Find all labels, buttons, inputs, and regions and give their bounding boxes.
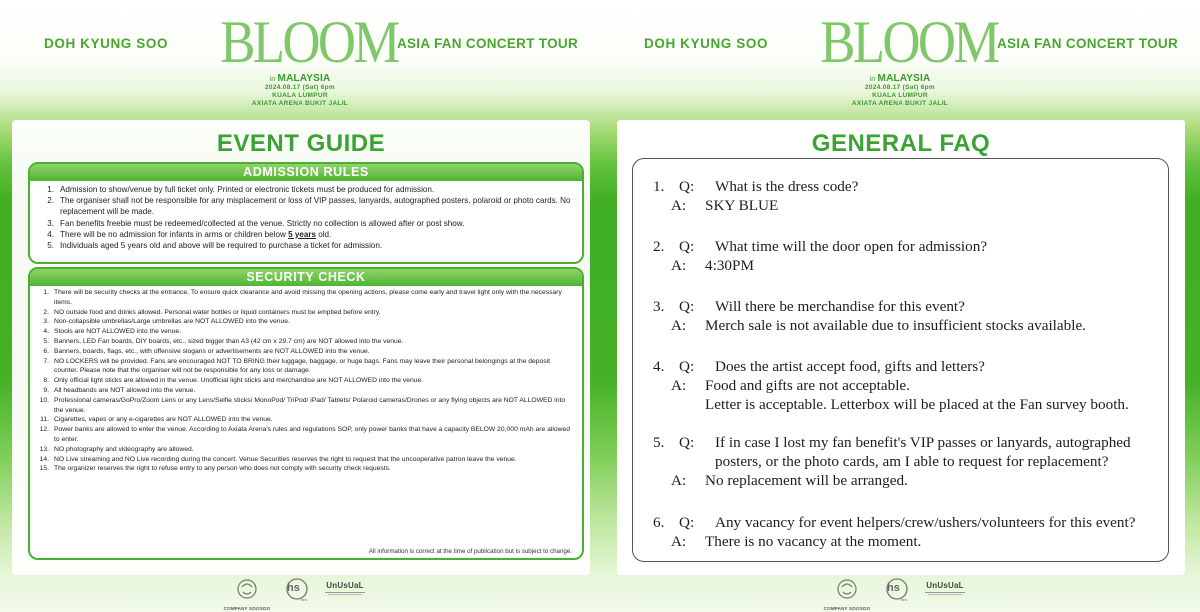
faq-number: 5. — [653, 434, 665, 451]
city-line — [840, 73, 960, 84]
question-text: What time will the door open for admission? — [715, 238, 988, 255]
question-label: Q: — [679, 434, 695, 451]
company-soosoo-logo: COMPANY SOOSOO — [822, 577, 872, 611]
faq-item — [653, 513, 1158, 551]
event-guide-title: EVENT GUIDE — [216, 130, 386, 157]
question-text: If in case I lost my fan benefit's VIP passes or lanyards, autographed — [715, 434, 1131, 451]
answer-text: No replacement will be arranged. — [705, 472, 908, 489]
event-guide-card — [12, 120, 590, 575]
list-item: 2. NO outside food and drinks allowed. Personal water bottles or liquid containers must be emptied before entry. — [43, 308, 381, 316]
city-prefix: in — [269, 76, 278, 83]
list-item: 3. Fan benefits freebie must be redeemed/collected at the venue. Strictly no collection is allowed after or post show. — [47, 218, 465, 228]
bloom-logo: BLOOM — [220, 9, 398, 75]
question-label: Q: — [679, 238, 695, 255]
list-item: 4. Stools are NOT ALLOWED into the venue. — [43, 328, 182, 336]
faq-item — [653, 237, 1158, 275]
list-item: 15. The organizer reserves the right to refuse entry to any person who does not comply with security check requests. — [39, 465, 391, 473]
list-item: 1. Admission to show/venue by full ticket only. Printed or electronic tickets must be produced for admission. — [47, 185, 435, 194]
answer-text: Letter is acceptable. Letterbox will be placed at the Fan survey booth. — [705, 396, 1129, 413]
list-item: 13. NO photography and videography are allowed. — [39, 445, 194, 453]
event-location: KUALA LUMPUR — [272, 92, 328, 99]
venue-info — [840, 73, 960, 108]
admission-rules-heading: ADMISSION RULES — [30, 164, 582, 181]
faq-item — [653, 297, 1158, 335]
event-venue: AXIATA ARENA BUKIT JALIL — [251, 100, 349, 107]
hs-ent-logo: hs ent. — [883, 577, 913, 608]
tour-name: ASIA FAN CONCERT TOUR — [396, 36, 578, 51]
answer-text: Merch sale is not available due to insufficient stocks available. — [705, 317, 1086, 334]
hs-ent-logo: hs ent. — [283, 577, 313, 608]
list-item: 7. NO LOCKERS will be provided. Fans are encouraged NOT TO BRING their luggage, baggage, or huge bags. Fans may leave their personal belongings at the deposit counter. Please note that the organiser will not be responsible for any loss or damage. — [43, 357, 551, 375]
tour-name: ASIA FAN CONCERT TOUR — [996, 36, 1178, 51]
faq-number: 1. — [653, 178, 665, 195]
admission-rules-list — [30, 181, 582, 251]
list-item: 14. NO Live streaming and NO Live recording during the concert. Venue Securities reserves the right to request that the uncooperative patron leave the venue. — [39, 455, 517, 463]
unusual-logo: UnUsUaL — [915, 577, 975, 595]
artist-name: DOH KYUNG SOO — [644, 36, 769, 51]
sponsor-logos — [600, 575, 1200, 612]
event-date: 2024.08.17 (Sat) 6pm — [865, 84, 935, 91]
question-label: Q: — [679, 298, 695, 315]
faq-card — [617, 120, 1185, 575]
faq-number: 3. — [653, 298, 665, 315]
answer-text: Food and gifts are not acceptable. — [705, 377, 910, 394]
list-item: 4. There will be no admission for infants in arms or children below 5 years old. — [47, 229, 332, 239]
venue-info — [240, 73, 360, 108]
bloom-logo: BLOOM — [820, 9, 998, 75]
event-location: KUALA LUMPUR — [872, 92, 928, 99]
question-label: Q: — [679, 178, 695, 195]
security-check-section — [28, 267, 584, 560]
list-item: 3. Non-collapsible umbrellas/Large umbrellas are NOT ALLOWED into the venue. — [43, 318, 290, 326]
answer-label: A: — [671, 377, 687, 394]
faq-item — [653, 433, 1158, 490]
security-check-heading: SECURITY CHECK — [30, 269, 582, 286]
event-date: 2024.08.17 (Sat) 6pm — [265, 84, 335, 91]
list-item: 5. Individuals aged 5 years old and above will be required to purchase a ticket for admission. — [47, 241, 383, 251]
company-soosoo-logo: COMPANY SOOSOO — [222, 577, 272, 611]
answer-label: A: — [671, 472, 687, 489]
poster-header — [600, 0, 1200, 120]
answer-label: A: — [671, 197, 687, 214]
list-item: 5. Banners, LED Fan boards, DIY boards, etc., sized bigger than A3 (42 cm x 29.7 cm) are NOT allowed into the venue. — [43, 337, 404, 345]
answer-text: There is no vacancy at the moment. — [705, 533, 922, 550]
sponsor-logos — [0, 575, 600, 612]
faq-number: 4. — [653, 358, 665, 375]
answer-label: A: — [671, 257, 687, 274]
list-item: 8. Only official light sticks are allowed in the venue. Unofficial light sticks and merchandise are NOT ALLOWED into the venue. — [43, 377, 424, 385]
answer-label: A: — [671, 317, 687, 334]
disclaimer: All information is correct at the time of publication but is subject to change. — [368, 548, 572, 555]
question-label: Q: — [679, 358, 695, 375]
question-label: Q: — [679, 514, 695, 531]
city-line — [240, 73, 360, 84]
answer-label: A: — [671, 533, 687, 550]
poster-header — [0, 0, 600, 120]
company-soosoo-emblem-icon — [836, 577, 858, 601]
artist-name: DOH KYUNG SOO — [44, 36, 169, 51]
list-item: 12. Power banks are allowed to enter the venue. According to Axiata Arena's rules and regulations SOP, only power banks that have a capacity BELOW 20,000 mAh are allowed to enter. — [39, 426, 570, 443]
question-text: Does the artist accept food, gifts and letters? — [715, 358, 985, 375]
question-text: Will there be merchandise for this event? — [715, 298, 965, 315]
list-item: 2. The organiser shall not be responsible for any misplacement or loss of VIP passes, lanyards, autographed posters, polaroid or photo cards. No replacement will be made. — [47, 196, 571, 217]
question-text: posters, or the photo cards, am I able to request for replacement? — [715, 453, 1109, 470]
event-venue: AXIATA ARENA BUKIT JALIL — [851, 100, 949, 107]
city-prefix: in — [869, 76, 878, 83]
company-soosoo-emblem-icon — [236, 577, 258, 601]
list-item: 6. Banners, boards, flags, etc., with offensive slogans or advertisements are NOT ALLOWED into the venue. — [43, 347, 370, 355]
security-check-list — [30, 286, 582, 474]
faq-number: 6. — [653, 514, 665, 531]
faq-number: 2. — [653, 238, 665, 255]
admission-rules-section — [28, 162, 584, 264]
age-limit-emphasis: 5 years — [288, 229, 316, 239]
question-text: What is the dress code? — [715, 178, 859, 195]
unusual-logo: UnUsUaL — [315, 577, 375, 595]
city: MALAYSIA — [277, 73, 331, 84]
faq-title: GENERAL FAQ — [811, 130, 991, 157]
faq-item — [653, 357, 1158, 414]
list-item: 10. Professional cameras/GoPro/Zoom Lens or any Lens/Selfie sticks/ MonoPod/ TriPod/ iPad/ Tablets/ Polaroid cameras/Drones or any flying objects are NOT ALLOWED into the venue. — [39, 396, 566, 414]
answer-text: SKY BLUE — [705, 197, 779, 214]
list-item: 9. All headbands are NOT allowed into the venue. — [43, 386, 196, 394]
city: MALAYSIA — [877, 73, 931, 84]
general-faq-poster — [600, 0, 1200, 612]
list-item: 1. There will be security checks at the entrance. To ensure quick clearance and avoid missing the opening actions, please come early and travel light only with the necessary items. — [43, 289, 562, 306]
question-text: Any vacancy for event helpers/crew/ushers/volunteers for this event? — [715, 514, 1136, 531]
answer-text: 4:30PM — [705, 257, 754, 274]
list-item: 11. Cigarettes, vapes or any e-cigarettes are NOT ALLOWED into the venue. — [40, 416, 273, 424]
faq-item — [653, 177, 1158, 215]
faq-box — [632, 158, 1169, 562]
